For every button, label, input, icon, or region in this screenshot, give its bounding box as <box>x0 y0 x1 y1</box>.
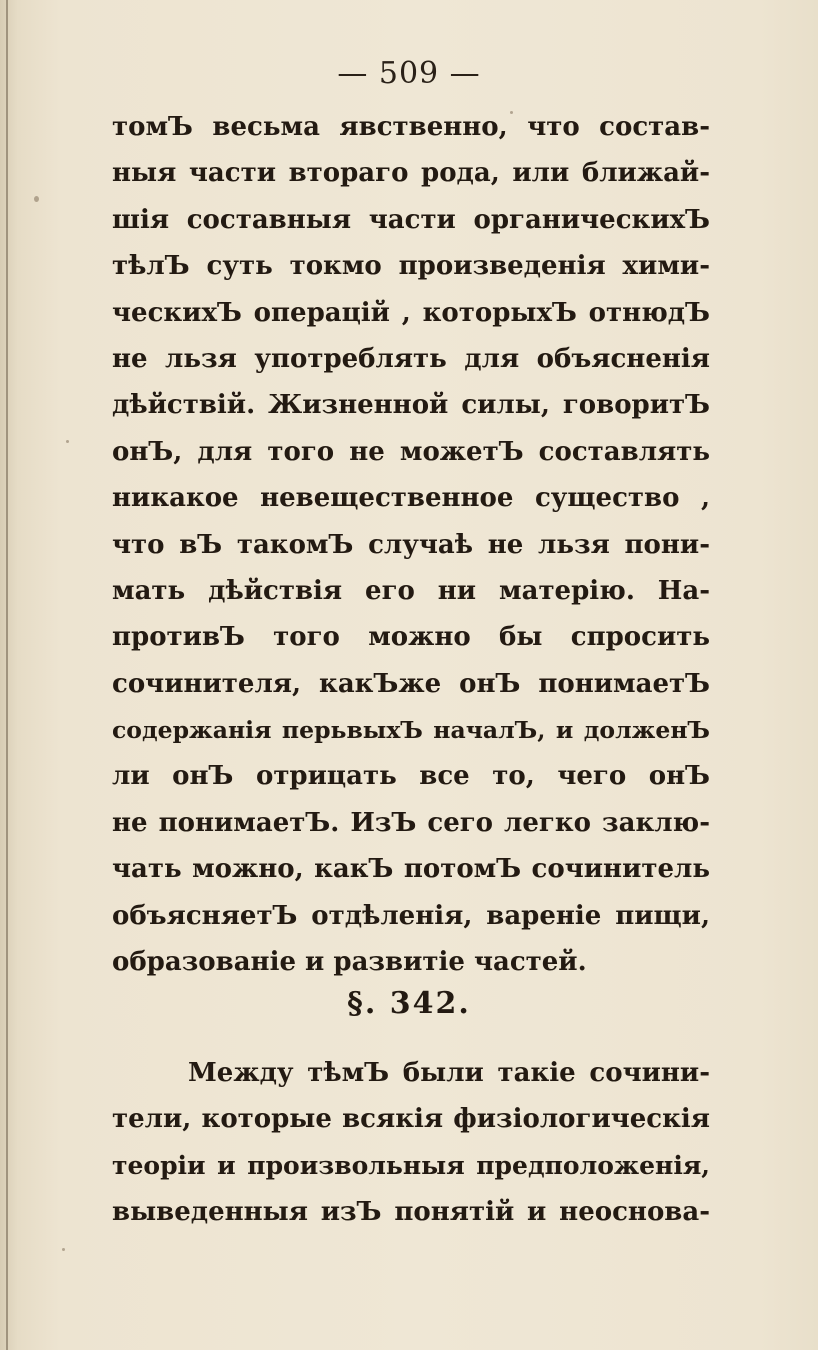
text-line: выведенныя изЪ понятій и неоснова- <box>112 1197 710 1228</box>
text-line: не льзя употреблять для объясненія <box>112 343 710 374</box>
text-line: сочинителя, какЪже онЪ понимаетЪ <box>112 668 710 699</box>
text-line: ли онЪ отрицать все то, чего онЪ <box>112 761 710 792</box>
binding-edge <box>6 0 8 1350</box>
text-line: образованіе и развитіе частей. <box>112 947 587 978</box>
text-line: шія составныя части органическихЪ <box>112 204 710 235</box>
page-number: — 509 — <box>337 56 481 91</box>
text-line: дѣйствій. Жизненной силы, говоритЪ <box>112 390 710 421</box>
text-line: мать дѣйствія его ни матерію. На- <box>112 575 710 606</box>
text-line: что вЪ такомЪ случаѣ не льзя пони- <box>112 529 710 560</box>
text-line: ныя части втораго рода, или ближай- <box>112 158 710 189</box>
paragraph-1 <box>112 104 710 985</box>
text-line: не понимаетЪ. ИзЪ сего легко заклю- <box>112 807 710 838</box>
text-line: тѣлЪ суть токмо произведенія хими- <box>112 251 710 282</box>
paper-speck <box>66 440 69 443</box>
paragraph-2 <box>112 1050 710 1236</box>
paper-speck <box>62 1248 65 1251</box>
text-line: чать можно, какЪ потомЪ сочинитель <box>112 854 710 885</box>
text-line: содержанія перьвыхЪ началЪ, и долженЪ <box>112 716 710 745</box>
text-line: противЪ того можно бы спросить <box>112 622 710 653</box>
text-line: теоріи и произвольныя предположенія, <box>112 1150 710 1180</box>
text-line: онЪ, для того не можетЪ составлять <box>112 436 710 467</box>
text-line: объясняетЪ отдѣленія, вареніе пищи, <box>112 900 710 931</box>
text-line: никакое невещественное существо , <box>112 483 710 514</box>
text-line: тели, которые всякія физіологическія <box>112 1104 710 1135</box>
text-line: томЪ весьма явственно, что состав- <box>112 112 710 142</box>
section-heading: §. 342. <box>347 986 471 1021</box>
paper-speck <box>34 196 39 202</box>
text-line: Между тѣмЪ были такіе сочини- <box>188 1058 710 1088</box>
text-line: ческихЪ операцій , которыхЪ отнюдЪ <box>112 297 710 328</box>
